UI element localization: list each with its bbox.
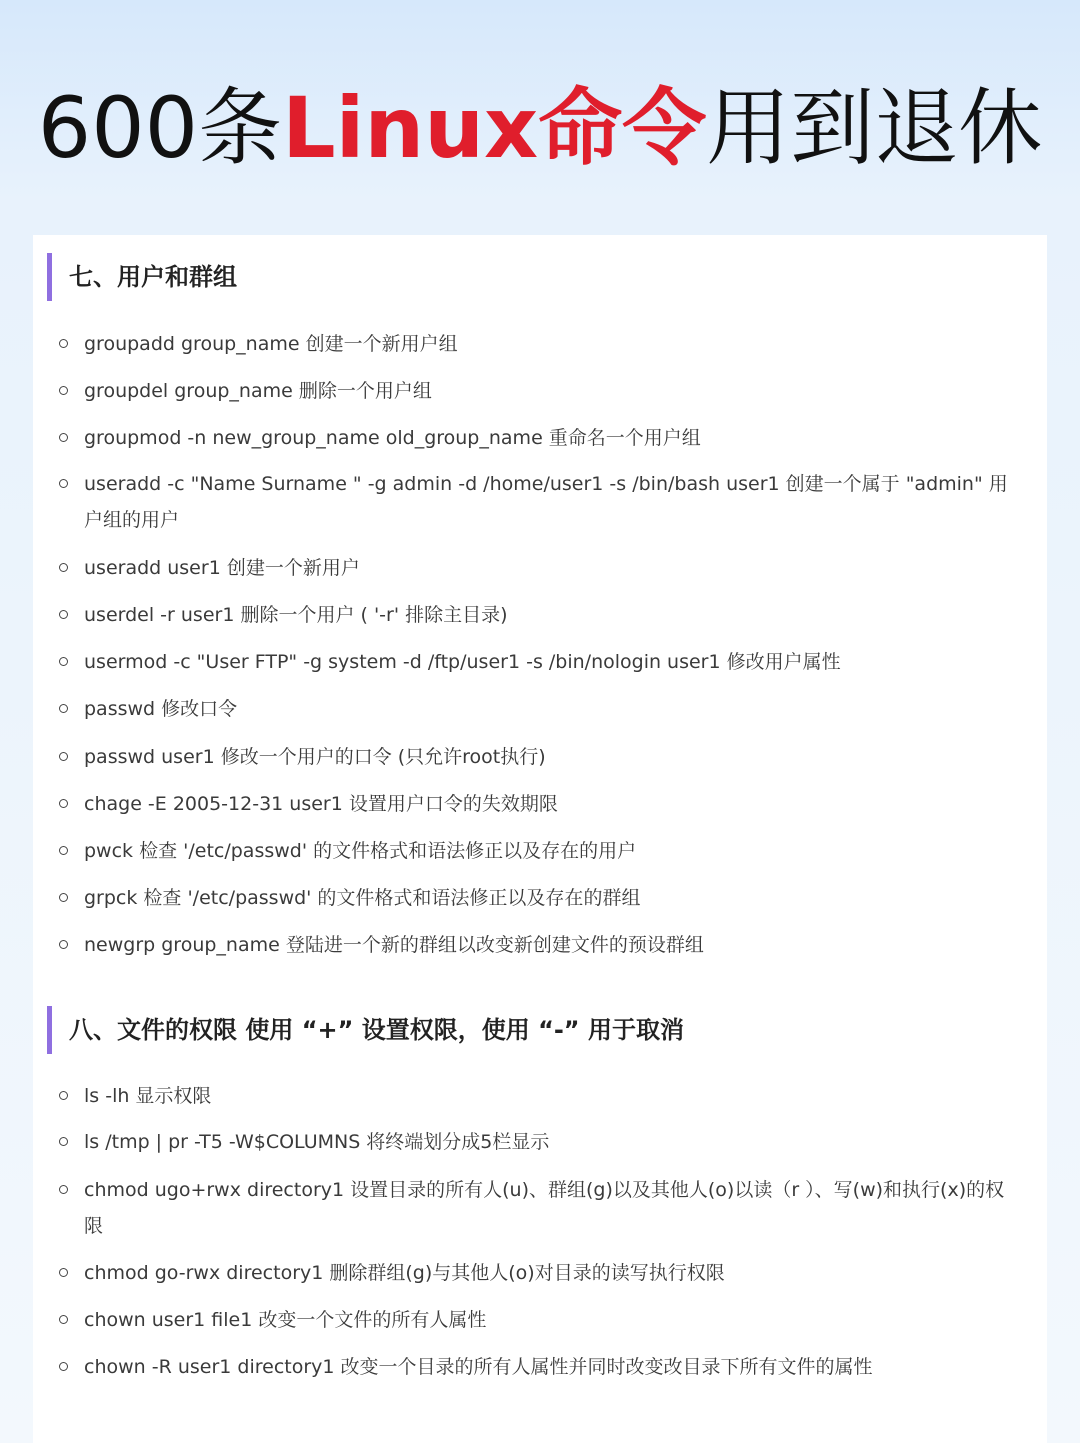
bullet-icon (59, 799, 68, 808)
list-item: groupdel group_name 删除一个用户组 (59, 373, 1019, 409)
list-item: grpck 检查 '/etc/passwd' 的文件格式和语法修正以及存在的群组 (59, 880, 1019, 916)
list-item: ls -lh 显示权限 (59, 1078, 1019, 1114)
bullet-icon (59, 479, 68, 488)
title-highlight: Linux命令 (282, 79, 707, 177)
bullet-icon (59, 386, 68, 395)
list-item: usermod -c "User FTP" -g system -d /ftp/user1 -s /bin/nologin user1 修改用户属性 (59, 644, 1019, 680)
bullet-icon (59, 752, 68, 761)
list-item: useradd user1 创建一个新用户 (59, 550, 1019, 586)
list-item: passwd user1 修改一个用户的口令 (只允许root执行) (59, 739, 1019, 775)
bullet-icon (59, 940, 68, 949)
list-item: groupmod -n new_group_name old_group_name 重命名一个用户组 (59, 420, 1019, 456)
bullet-icon (59, 1315, 68, 1324)
list-item: chown -R user1 directory1 改变一个目录的所有人属性并同时改变改目录下所有文件的属性 (59, 1349, 1019, 1385)
list-item: chmod go-rwx directory1 删除群组(g)与其他人(o)对目录的读写执行权限 (59, 1255, 1019, 1291)
bullet-icon (59, 1137, 68, 1146)
list-item: pwck 检查 '/etc/passwd' 的文件格式和语法修正以及存在的用户 (59, 833, 1019, 869)
content-card (33, 235, 1047, 1443)
list-item: userdel -r user1 删除一个用户 ( '-r' 排除主目录) (59, 597, 1019, 633)
bullet-icon (59, 339, 68, 348)
bullet-icon (59, 610, 68, 619)
bullet-icon (59, 563, 68, 572)
title-count: 600条 (37, 79, 283, 177)
list-item: chown user1 file1 改变一个文件的所有人属性 (59, 1302, 1019, 1338)
list-item: chage -E 2005-12-31 user1 设置用户口令的失效期限 (59, 786, 1019, 822)
bullet-icon (59, 657, 68, 666)
bullet-icon (59, 846, 68, 855)
section-heading-users-groups: 七、用户和群组 (47, 253, 237, 301)
list-item: useradd -c "Name Surname " -g admin -d /home/user1 -s /bin/bash user1 创建一个属于 "admin" 用户组的用户 (59, 466, 1019, 538)
list-item: chmod ugo+rwx directory1 设置目录的所有人(u)、群组(g)以及其他人(o)以读（r ）、写(w)和执行(x)的权限 (59, 1172, 1019, 1244)
list-item: ls /tmp | pr -T5 -W$COLUMNS 将终端划分成5栏显示 (59, 1124, 1019, 1160)
bullet-icon (59, 433, 68, 442)
bullet-icon (59, 704, 68, 713)
bullet-icon (59, 1362, 68, 1371)
title-suffix: 用到退休 (706, 79, 1043, 177)
list-item: groupadd group_name 创建一个新用户组 (59, 326, 1019, 362)
bullet-icon (59, 1091, 68, 1100)
bullet-icon (59, 893, 68, 902)
bullet-icon (59, 1185, 68, 1194)
list-item: newgrp group_name 登陆进一个新的群组以改变新创建文件的预设群组 (59, 927, 1019, 963)
page-title (0, 78, 1080, 178)
section-heading-file-permissions: 八、文件的权限 使用 “+” 设置权限，使用 “-” 用于取消 (47, 1006, 684, 1054)
bullet-icon (59, 1268, 68, 1277)
list-item: passwd 修改口令 (59, 691, 1019, 727)
